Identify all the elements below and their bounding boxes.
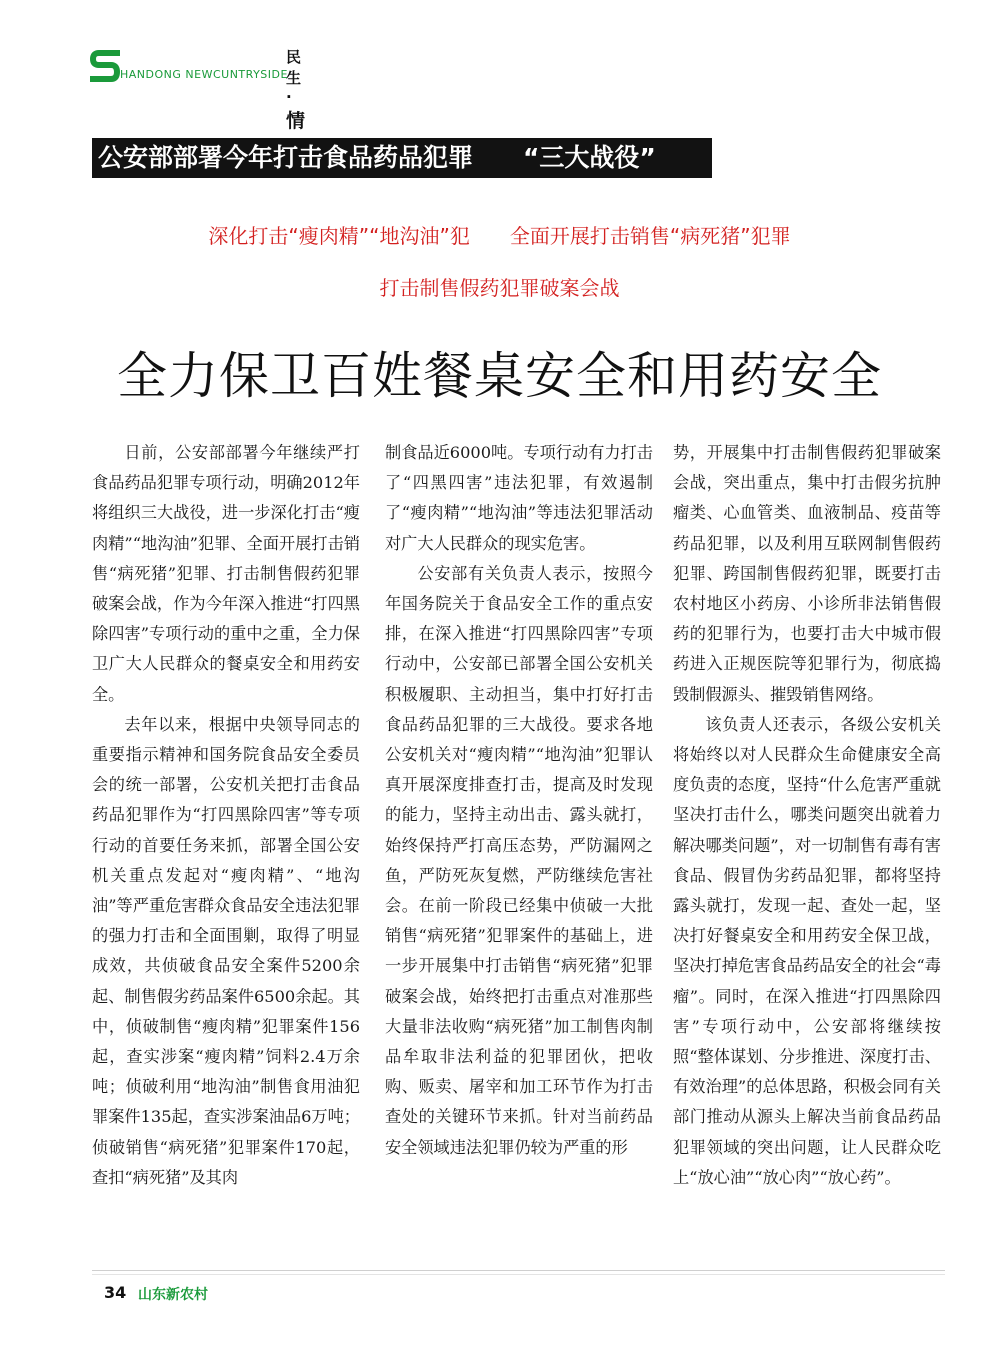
section-cn-big: 情 [286,110,307,132]
footer-divider-secondary [92,1274,945,1275]
magazine-logo-s-icon [90,48,120,84]
banner-title [92,138,712,178]
paragraph: 日前，公安部部署今年继续严打食品药品犯罪专项行动，明确2012年将组织三大战役，进一步深化打击“瘦肉精”“地沟油”犯罪、全面开展打击销售“病死猪”犯罪、打击制售假药犯罪破案会战，作为今年深入推进“打四黑除四害”专项行动的重中之重，全力保卫广大人民群众的餐桌安全和用药安全。 [92,443,360,704]
page-number: 34 [104,1283,127,1302]
paragraph-continued: 势，开展集中打击制售假药犯罪破案会战，突出重点，集中打击假劣抗肿瘤类、心血管类、血液制品、疫苗等药品犯罪，以及利用互联网制售假药犯罪、跨国制售假药犯罪，既要打击农村地区小药房、小诊所非法销售假药的犯罪行为，也要打击大中城市假药进入正规医院等犯罪行为，彻底捣毁制假源头、摧毁销售网络。 [673,443,941,704]
section-title [286,46,310,133]
headline: 全力保卫百姓餐桌安全和用药安全 [117,347,882,405]
subtitle-2: 打击制售假药犯罪破案会战 [379,276,620,300]
paragraph: 去年以来，根据中央领导同志的重要指示精神和国务院食品安全委员会的统一部署，公安机关把打击食品药品犯罪作为“打四黑除四害”等专项行动的首要任务来抓，部署全国公安机关重点发起对“瘦肉精”、“地沟油”等严重危害群众食品安全违法犯罪的强力打击和全面围剿，取得了明显成效，共侦破食品安全案件5200余起、制售假劣药品案件6500余起。其中，侦破制售“瘦肉精”犯罪案件156起，查实涉案“瘦肉精”饲料2.4万余吨；侦破利用“地沟油”制售食用油犯罪案件135起，查实涉案油品6万吨；侦破销售“病死猪”犯罪案件170起，查扣“病死猪”及其肉 [92,714,360,1187]
article-column-2 [385,438,653,1163]
article-column-1 [92,438,360,1193]
footer-divider [92,1270,945,1271]
paragraph-continued: 制食品近6000吨。专项行动有力打击了“四黑四害”违法犯罪，有效遏制了“瘦肉精”“地沟油”等违法犯罪活动对广大人民群众的现实危害。 [385,443,653,553]
section-separator: · [286,88,293,106]
footer-magazine-name: 山东新农村 [138,1287,208,1303]
magazine-header [90,46,310,132]
section-cn: 民生 [286,48,303,87]
banner-text: 公安部部署今年打击食品药品犯罪 “三大战役” [98,143,656,172]
subtitle-1: 深化打击“瘦肉精”“地沟油”犯 全面开展打击销售“病死猪”犯罪 [208,224,791,248]
article-column-3 [673,438,941,1193]
paragraph: 公安部有关负责人表示，按照今年国务院关于食品安全工作的重点安排，在深入推进“打四黑除四害”专项行动中，公安部已部署全国公安机关积极履职、主动担当，集中打好打击食品药品犯罪的三大战役。要求各地公安机关对“瘦肉精”“地沟油”犯罪认真开展深度排查打击，提高及时发现的能力，坚持主动出击、露头就打，始终保持严打高压态势，严防漏网之鱼，严防死灰复燃，严防继续危害社会。在前一阶段已经集中侦破一大批销售“病死猪”犯罪案件的基础上，进一步开展集中打击销售“病死猪”犯罪破案会战，始终把打击重点对准那些大量非法收购“病死猪”加工制售肉制品牟取非法利益的犯罪团伙，把收购、贩卖、屠宰和加工环节作为打击查处的关键环节来抓。针对当前药品安全领域违法犯罪仍较为严重的形 [385,563,653,1157]
magazine-english-name: HANDONG NEWCUNTRYSIDE [120,68,288,81]
paragraph: 该负责人还表示，各级公安机关将始终以对人民群众生命健康安全高度负责的态度，坚持“什么危害严重就坚决打击什么，哪类问题突出就着力解决哪类问题”，对一切制售有毒有害食品、假冒伪劣药品犯罪，都将坚持露头就打，发现一起、查处一起，坚决打好餐桌安全和用药安全保卫战，坚决打掉危害食品药品安全的社会“毒瘤”。同时，在深入推进“打四黑除四害”专项行动中，公安部将继续按照“整体谋划、分步推进、深度打击、有效治理”的总体思路，积极会同有关部门推动从源头上解决当前食品药品犯罪领域的突出问题，让人民群众吃上“放心油”“放心肉”“放心药”。 [673,714,941,1187]
